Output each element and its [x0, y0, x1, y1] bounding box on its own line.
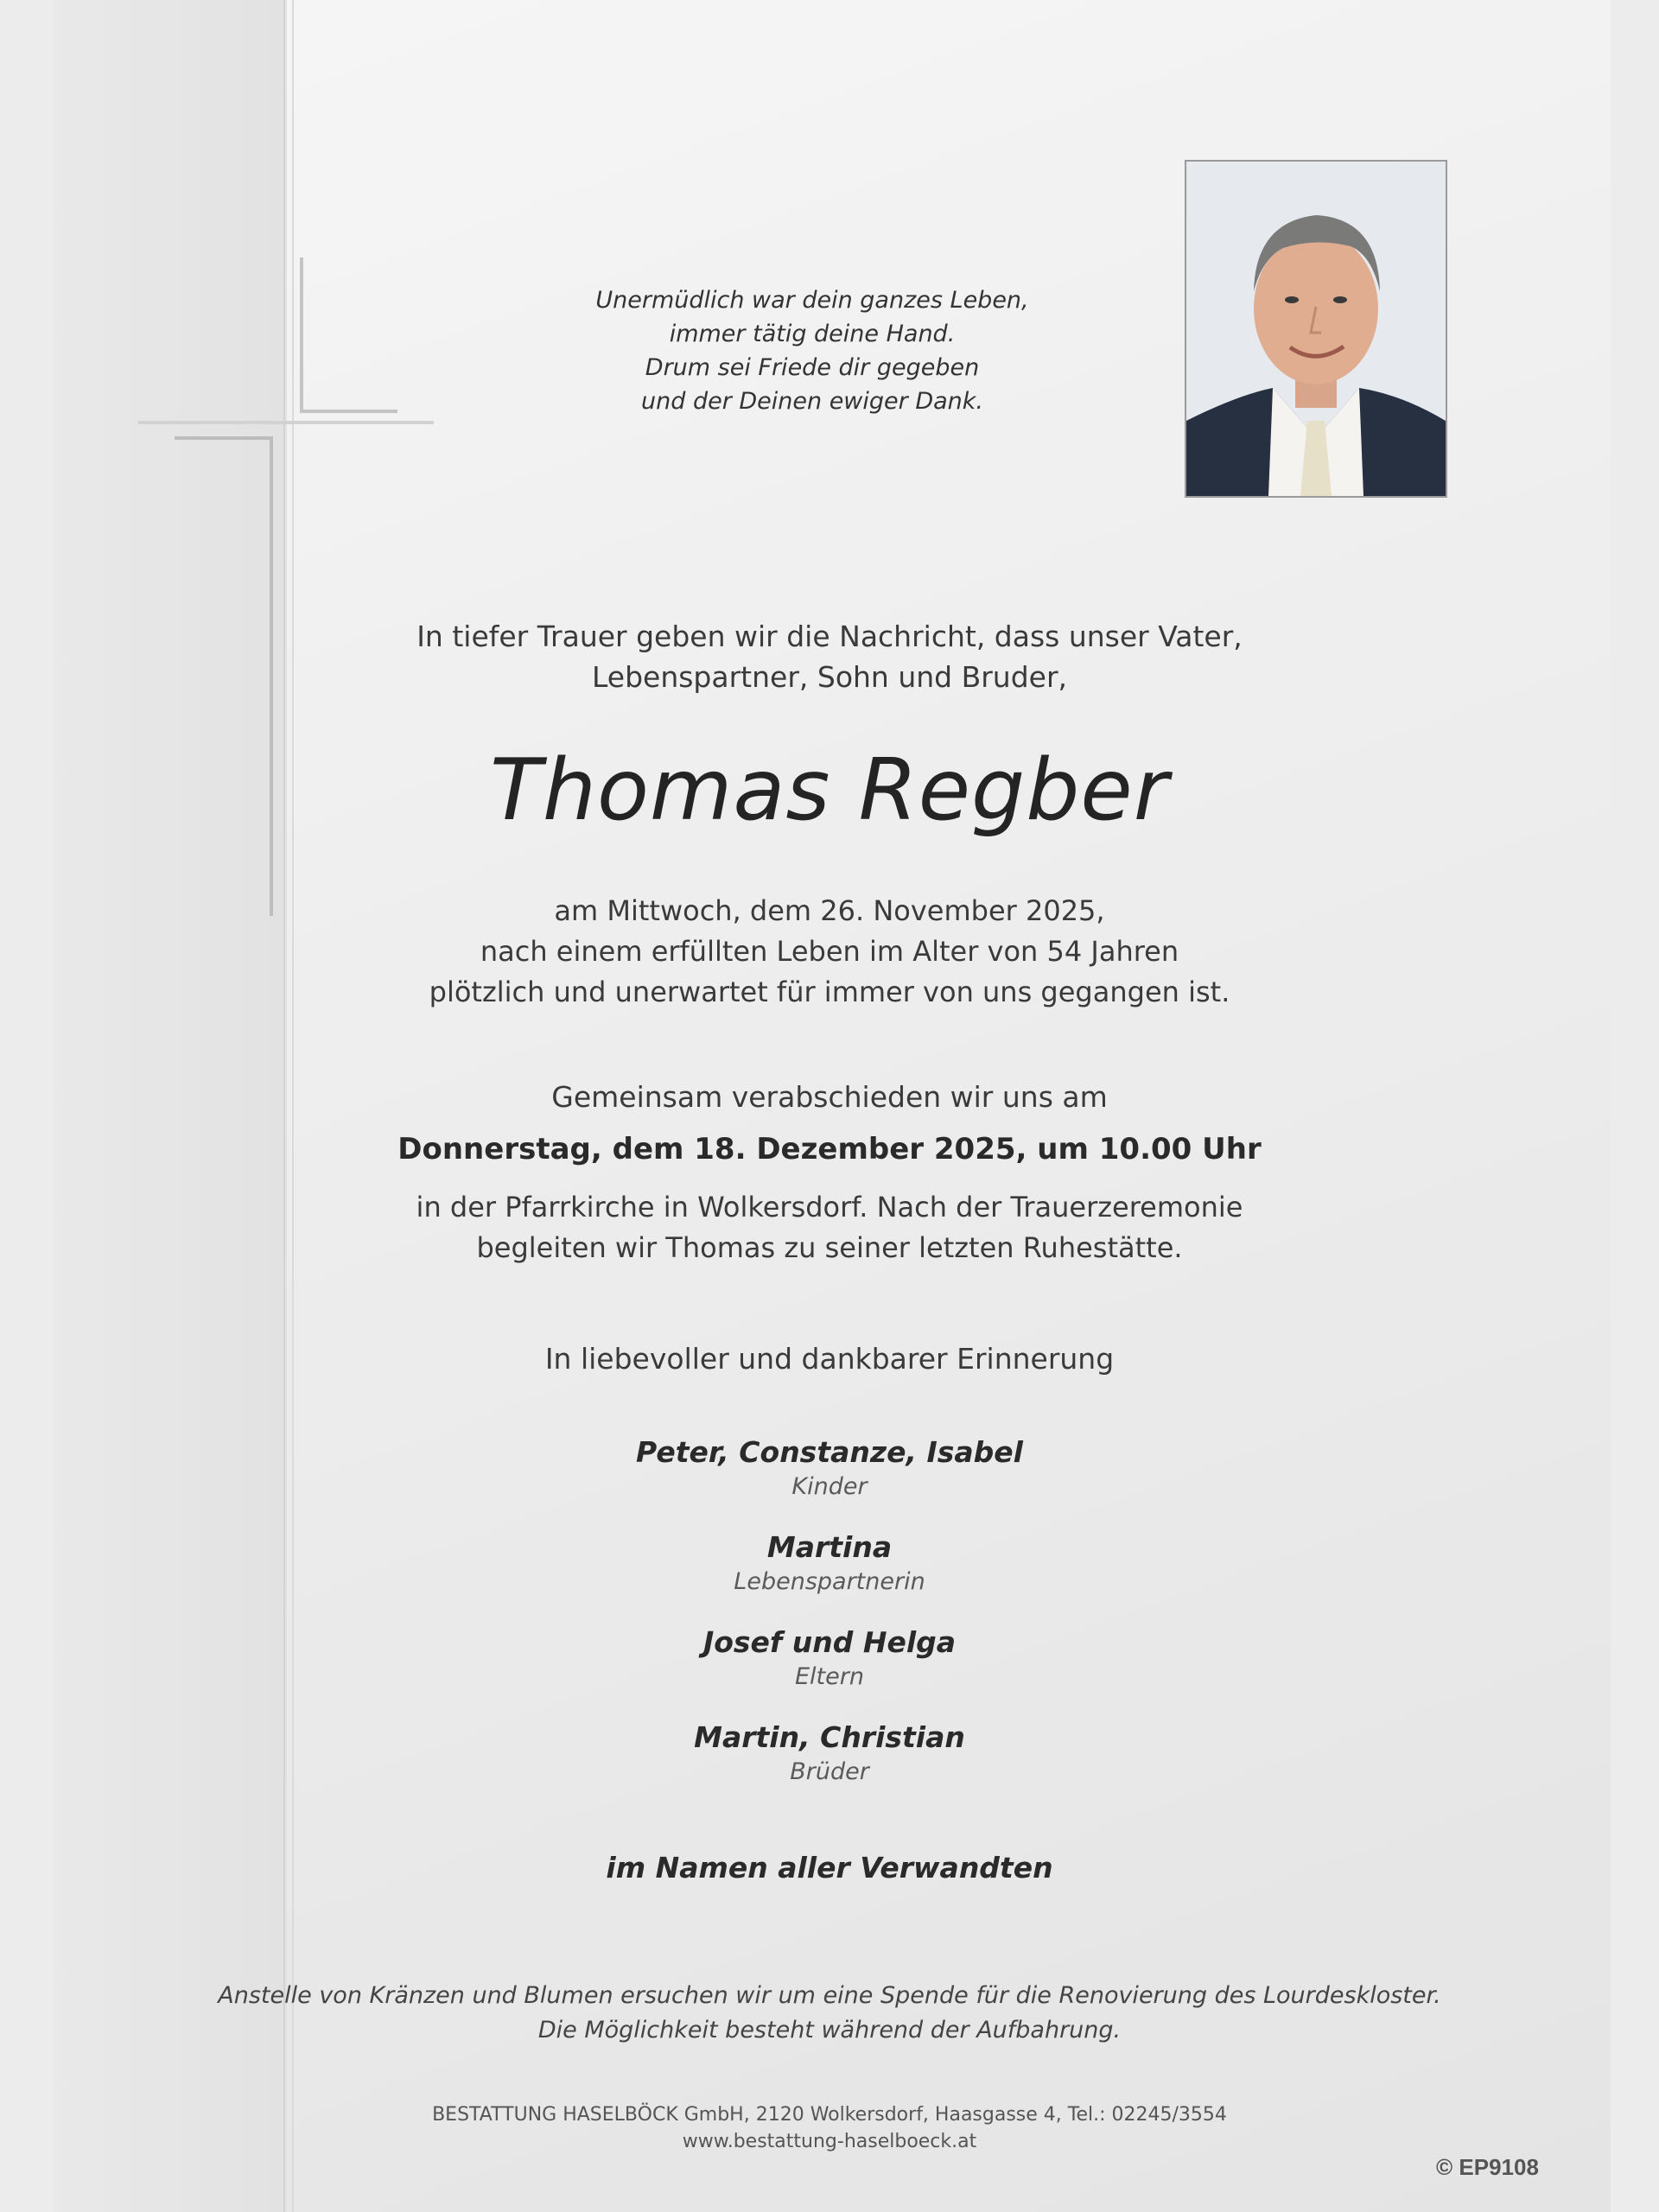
poem-line: und der Deinen ewiger Dank. — [641, 388, 983, 415]
undertaker-website: www.bestattung-haselboeck.at — [682, 2131, 977, 2152]
mourner-name: Josef und Helga — [702, 1625, 957, 1659]
deceased-name: Thomas Regber — [489, 741, 1170, 840]
undertaker-info — [0, 2101, 1659, 2155]
death-notice — [0, 891, 1659, 1013]
poem-line: Unermüdlich war dein ganzes Leben, — [595, 287, 1029, 314]
all-relatives: im Namen aller Verwandten — [606, 1851, 1053, 1885]
farewell-date: Donnerstag, dem 18. Dezember 2025, um 10.00 Uhr — [397, 1132, 1262, 1166]
mourner-name: Martina — [766, 1530, 893, 1564]
cross-upper-arm — [300, 410, 397, 413]
mourner-relation: Lebenspartnerin — [734, 1568, 925, 1595]
mourner-relation: Brüder — [790, 1758, 869, 1785]
mourner-entry — [0, 1433, 1659, 1502]
death-line: am Mittwoch, dem 26. November 2025, — [554, 894, 1105, 927]
mourner-name: Peter, Constanze, Isabel — [636, 1435, 1023, 1469]
place-line: in der Pfarrkirche in Wolkersdorf. Nach der Trauerzeremonie — [416, 1191, 1243, 1224]
donation-line: Anstelle von Kränzen und Blumen ersuchen wir um eine Spende für die Renovierung des Lourdeskloster. — [218, 1982, 1441, 2009]
poem-line: Drum sei Friede dir gegeben — [645, 354, 980, 381]
template-code: © EP9108 — [1436, 2154, 1539, 2180]
death-line: plötzlich und unerwartet für immer von uns gegangen ist. — [429, 976, 1230, 1008]
poem — [518, 283, 1106, 418]
mourner-entry — [0, 1528, 1659, 1597]
cross-lower-arm — [175, 436, 273, 440]
place-line: begleiten wir Thomas zu seiner letzten Ruhestätte. — [476, 1231, 1183, 1264]
mourner-relation: Kinder — [791, 1473, 868, 1500]
memory-line: In liebevoller und dankbarer Erinnerung — [544, 1342, 1115, 1376]
farewell-intro: Gemeinsam verabschieden wir uns am — [551, 1080, 1108, 1114]
death-line: nach einem erfüllten Leben im Alter von 54 Jahren — [480, 935, 1179, 968]
mourner-relation: Eltern — [795, 1663, 864, 1690]
cross-horizontal-line — [138, 421, 434, 424]
mourners-list — [0, 1433, 1659, 1813]
farewell-place — [0, 1187, 1659, 1268]
portrait-illustration — [1186, 162, 1446, 496]
mourner-entry — [0, 1718, 1659, 1787]
undertaker-address: BESTATTUNG HASELBÖCK GmbH, 2120 Wolkersdorf, Haasgasse 4, Tel.: 02245/3554 — [432, 2104, 1227, 2126]
mourner-entry — [0, 1623, 1659, 1692]
intro-line: Lebenspartner, Sohn und Bruder, — [591, 660, 1068, 694]
poem-line: immer tätig deine Hand. — [669, 321, 956, 347]
donation-note — [0, 1979, 1659, 2048]
announcement-intro — [0, 616, 1659, 697]
intro-line: In tiefer Trauer geben wir die Nachricht, dass unser Vater, — [416, 620, 1243, 653]
donation-line: Die Möglichkeit besteht während der Aufbahrung. — [537, 2017, 1122, 2044]
cross-upper-stem — [300, 257, 303, 413]
mourner-name: Martin, Christian — [694, 1720, 965, 1754]
portrait-photo — [1185, 160, 1447, 498]
